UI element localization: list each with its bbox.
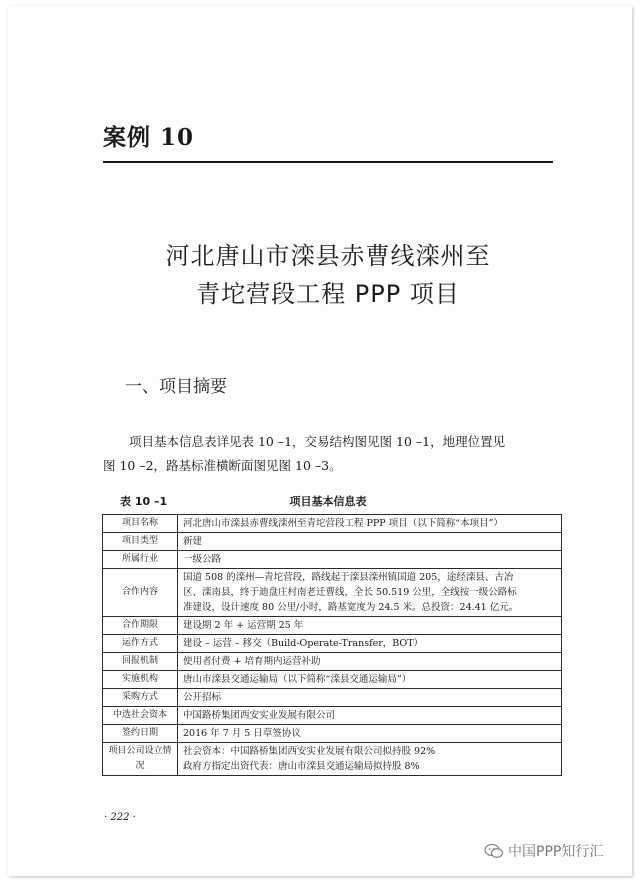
row-key: 运作方式 [103,635,178,653]
page-number: · 222 · [104,812,136,823]
table-row [103,515,562,533]
wechat-icon [484,843,504,859]
row-value-line: 建设 – 运营 – 移交（Build-Operate-Transfer，BOT） [183,638,424,649]
row-key: 签约日期 [103,725,178,743]
intro-paragraph-line-2: 图 10 –2，路基标准横断面图见图 10 –3。 [103,458,342,473]
row-value [178,635,562,653]
row-key: 所属行业 [103,551,178,569]
row-value [178,515,562,533]
table-row [103,653,562,671]
project-info-table [102,514,562,776]
row-value-line: 使用者付费 + 培育期内运营补助 [183,656,321,667]
row-key: 采购方式 [103,689,178,707]
case-label: 案例 10 [103,124,195,151]
table-row [103,725,562,743]
row-key: 项目类型 [103,533,178,551]
row-value-line: 区、滦南县，终于迪盘庄村南老迁曹线，全长 50.519 公里，全线按一级公路标 [183,587,517,598]
row-key: 实施机构 [103,671,178,689]
table-title: 项目基本信息表 [289,495,367,508]
project-title-line-2: 青坨营段工程 PPP 项目 [196,280,460,308]
table-row [103,635,562,653]
table-row [103,743,562,776]
row-key: 合作内容 [103,569,178,617]
project-title-line-1: 河北唐山市滦县赤曹线滦州至 [165,242,491,270]
row-key: 回报机制 [103,653,178,671]
row-key: 中选社会资本 [103,707,178,725]
row-value [178,653,562,671]
table-row [103,569,562,617]
row-value-line: 公开招标 [183,692,222,703]
row-value-line: 中国路桥集团西安实业发展有限公司 [183,710,336,721]
row-value [178,689,562,707]
row-value-line: 2016 年 7 月 5 日草签协议 [183,728,301,739]
row-value [178,743,562,776]
watermark-text: 中国PPP知行汇 [508,844,604,860]
row-value [178,725,562,743]
table-number: 表 10 –1 [120,495,168,508]
row-key: 项目名称 [103,515,178,533]
intro-paragraph-line-1: 项目基本信息表详见表 10 –1，交易结构图见图 10 –1，地理位置见 [129,434,506,449]
table-row [103,533,562,551]
row-value-line: 社会资本：中国路桥集团西安实业发展有限公司拟持股 92% [183,746,436,757]
book-page [8,6,632,876]
row-value [178,551,562,569]
row-value-line: 一级公路 [183,554,222,565]
row-key: 合作期限 [103,617,178,635]
row-value-line: 国道 508 的滦州—青坨营段，路线起于滦县滦州镇国道 205，途经滦县、古冶 [183,572,514,583]
section-heading: 一、项目摘要 [125,377,227,397]
table-row [103,551,562,569]
row-value-line: 新建 [183,536,203,547]
row-key: 项目公司设立情况 [103,743,178,776]
row-value-line: 准建设，设计速度 80 公里/小时，路基宽度为 24.5 米。总投资：24.41 亿元。 [183,602,519,613]
row-value-line: 政府方指定出资代表：唐山市滦县交通运输局拟持股 8% [183,761,420,772]
row-value-line: 河北唐山市滦县赤曹线滦州至青坨营段工程 PPP 项目（以下简称“本项目”） [183,518,503,529]
table-row [103,671,562,689]
row-value-line: 唐山市滦县交通运输局（以下简称“滦县交通运输局”） [183,674,412,685]
row-value [178,617,562,635]
row-value [178,533,562,551]
row-value [178,569,562,617]
row-value [178,707,562,725]
case-divider [103,161,553,163]
watermark [484,841,603,861]
table-row [103,617,562,635]
row-value [178,671,562,689]
row-value-line: 建设期 2 年 + 运营期 25 年 [183,620,304,631]
table-row [103,707,562,725]
table-row [103,689,562,707]
